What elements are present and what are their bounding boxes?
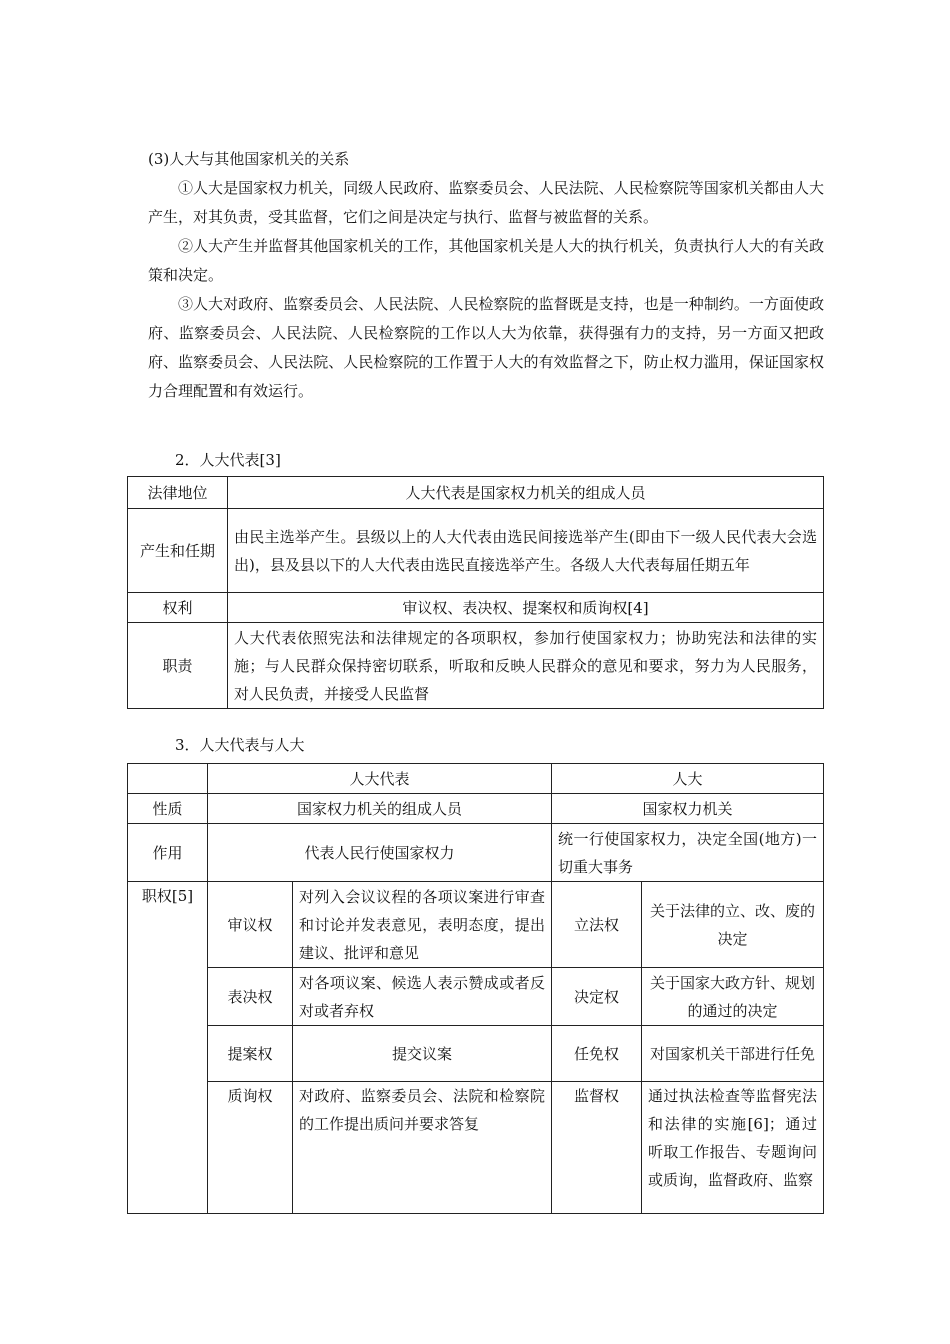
- section-heading: (3)人大与其他国家机关的关系: [148, 150, 350, 168]
- power-desc: 对国家机关干部进行任免: [642, 1026, 824, 1082]
- row-label: 性质: [128, 794, 208, 824]
- power-name: 审议权: [208, 882, 293, 968]
- power-name: 监督权: [552, 1082, 642, 1214]
- section-heading-comparison: 3．人大代表与人大: [175, 736, 305, 754]
- empty-header-cell: [128, 764, 208, 794]
- table-row: [128, 1026, 824, 1082]
- paragraph-point-1: ①人大是国家权力机关，同级人民政府、监察委员会、人民法院、人民检察院等国家机关都由人大产生，对其负责，受其监督，它们之间是决定与执行、监督与被监督的关系。: [148, 179, 824, 226]
- table-row: [128, 509, 824, 593]
- row-content: 由民主选举产生。县级以上的人大代表由选民间接选举产生(即由下一级人民代表大会选出)，县及县以下的人大代表由选民直接选举产生。各级人大代表每届任期五年: [228, 509, 824, 593]
- power-name: 提案权: [208, 1026, 293, 1082]
- power-name: 任免权: [552, 1026, 642, 1082]
- power-desc: 对各项议案、候选人表示赞成或者反对或者弃权: [293, 968, 552, 1026]
- row-content: 审议权、表决权、提案权和质询权[4]: [228, 593, 824, 623]
- header-delegate: 人大代表: [208, 764, 552, 794]
- table-row: [128, 882, 824, 968]
- power-name: 质询权: [208, 1082, 293, 1214]
- header-npc: 人大: [552, 764, 824, 794]
- table-row: [128, 477, 824, 509]
- power-name: 立法权: [552, 882, 642, 968]
- section-heading-delegates: 2．人大代表[3]: [175, 451, 281, 469]
- power-name: 决定权: [552, 968, 642, 1026]
- power-desc: 关于法律的立、改、废的决定: [642, 882, 824, 968]
- table-row: [128, 593, 824, 623]
- power-desc: 对政府、监察委员会、法院和检察院的工作提出质问并要求答复: [293, 1082, 552, 1214]
- power-desc: 关于国家大政方针、规划的通过的决定: [642, 968, 824, 1026]
- paragraph-point-2: ②人大产生并监督其他国家机关的工作，其他国家机关是人大的执行机关，负责执行人大的有关政策和决定。: [148, 237, 824, 284]
- row-content: 人大代表是国家权力机关的组成人员: [228, 477, 824, 509]
- role-npc: 统一行使国家权力，决定全国(地方)一切重大事务: [552, 824, 824, 882]
- power-desc: 对列入会议议程的各项议案进行审查和讨论并发表意见，表明态度，提出建议、批评和意见: [293, 882, 552, 968]
- table-row: [128, 968, 824, 1026]
- table-header-row: [128, 764, 824, 794]
- power-name: 表决权: [208, 968, 293, 1026]
- power-desc: 提交议案: [293, 1026, 552, 1082]
- powers-label: 职权[5]: [128, 882, 208, 1214]
- row-label: 权利: [128, 593, 228, 623]
- row-label: 作用: [128, 824, 208, 882]
- row-label: 产生和任期: [128, 509, 228, 593]
- table-row: [128, 1082, 824, 1214]
- nature-delegate: 国家权力机关的组成人员: [208, 794, 552, 824]
- row-label: 职责: [128, 623, 228, 709]
- delegate-table: [127, 476, 824, 709]
- nature-npc: 国家权力机关: [552, 794, 824, 824]
- paragraph-point-3: ③人大对政府、监察委员会、人民法院、人民检察院的监督既是支持，也是一种制约。一方面使政府、监察委员会、人民法院、人民检察院的工作以人大为依靠，获得强有力的支持，另一方面又把政府、监察委员会、人民法院、人民检察院的工作置于人大的有效监督之下，防止权力滥用，保证国家权力合理配置和有效运行。: [148, 295, 824, 400]
- row-content: 人大代表依照宪法和法律规定的各项职权，参加行使国家权力；协助宪法和法律的实施；与人民群众保持密切联系，听取和反映人民群众的意见和要求，努力为人民服务，对人民负责，并接受人民监督: [228, 623, 824, 709]
- role-delegate: 代表人民行使国家权力: [208, 824, 552, 882]
- table-row: [128, 623, 824, 709]
- row-label: 法律地位: [128, 477, 228, 509]
- table-row: [128, 794, 824, 824]
- table-row: [128, 824, 824, 882]
- power-desc: 通过执法检查等监督宪法和法律的实施[6]；通过听取工作报告、专题询问或质询，监督政府、监察: [642, 1082, 824, 1214]
- comparison-table: [127, 763, 824, 1214]
